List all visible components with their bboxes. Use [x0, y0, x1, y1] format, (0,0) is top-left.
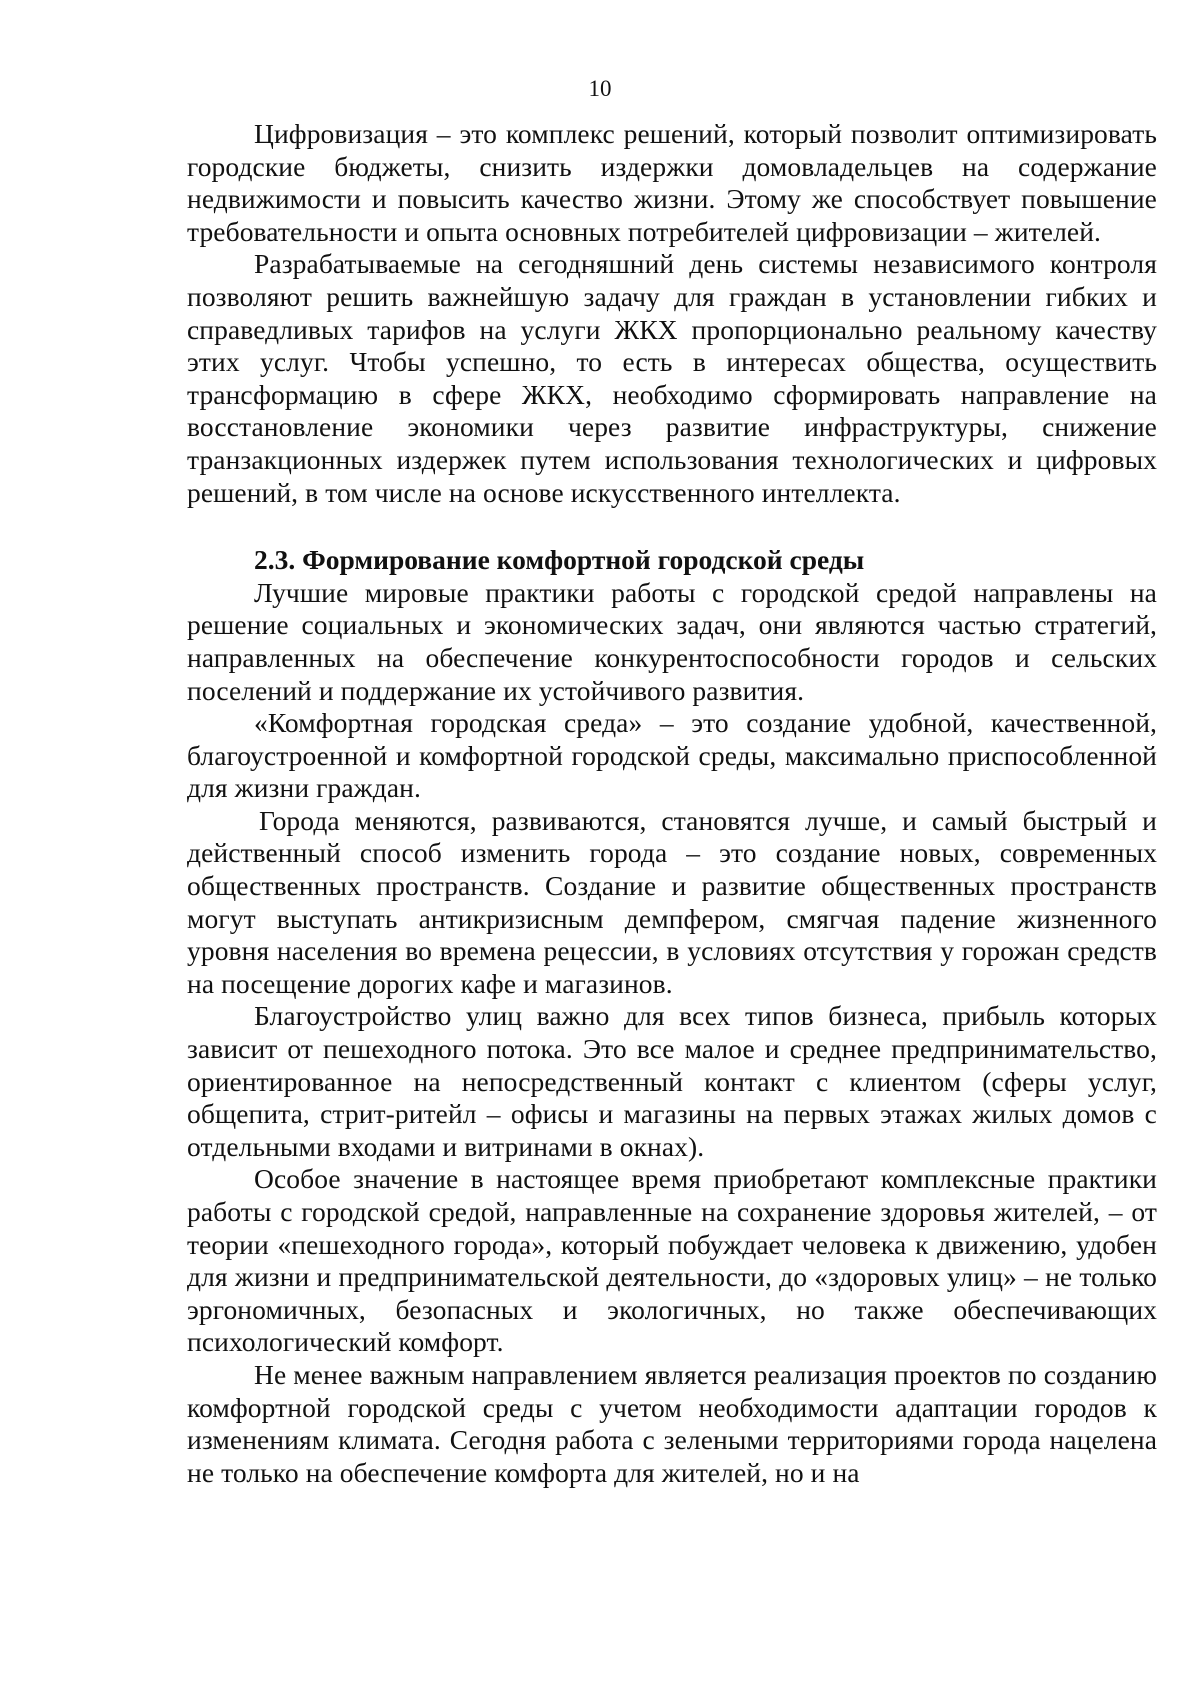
paragraph-comfortable-environment: «Комфортная городская среда» – это создание удобной, качественной, благоустроенной и комфортной городской среды, максимально приспособленной для жизни граждан. — [187, 707, 1157, 804]
paragraph-independent-control: Разрабатываемые на сегодняшний день системы независимого контроля позволяют решить важнейшую задачу для граждан в установлении гибких и справедливых тарифов на услуги ЖКХ пропорционально реальному качеству этих услуг. Чтобы успешно, то есть в интересах общества, осуществить трансформацию в сфере ЖКХ, необходимо сформировать направление на восстановление экономики через развитие инфраструктуры, снижение транзакционных издержек путем использования технологических и цифровых решений, в том числе на основе искусственного интеллекта. — [187, 248, 1157, 508]
paragraph-health-practices: Особое значение в настоящее время приобретают комплексные практики работы с городской средой, направленные на сохранение здоровья жителей, – от теории «пешеходного города», который побуждает человека к движению, удобен для жизни и предпринимательской деятельности, до «здоровых улиц» – не только эргономичных, безопасных и экологичных, но также обеспечивающих психологический комфорт. — [187, 1163, 1157, 1358]
paragraph-street-improvement: Благоустройство улиц важно для всех типов бизнеса, прибыль которых зависит от пешеходного потока. Это все малое и среднее предпринимательство, ориентированное на непосредственный контакт с клиентом (сферы услуг, общепита, стрит-ритейл – офисы и магазины на первых этажах жилых домов с отдельными входами и витринами в окнах). — [187, 1000, 1157, 1162]
paragraph-digitalization: Цифровизация – это комплекс решений, который позволит оптимизировать городские бюджеты, снизить издержки домовладельцев на содержание недвижимости и повысить качество жизни. Этому же способствует повышение требовательности и опыта основных потребителей цифровизации – жителей. — [187, 118, 1157, 247]
paragraph-public-spaces: Города меняются, развиваются, становятся лучше, и самый быстрый и действенный способ изменить города – это создание новых, современных общественных пространств. Создание и развитие общественных пространств могут выступать антикризисным демпфером, смягчая падение жизненного уровня населения во времена рецессии, в условиях отсутствия у горожан средств на посещение дорогих кафе и магазинов. — [187, 804, 1157, 999]
document-body — [187, 118, 1157, 1489]
paragraph-climate-adaptation: Не менее важным направлением является реализация проектов по созданию комфортной городской среды с учетом необходимости адаптации городов к изменениям климата. Сегодня работа с зелеными территориями города нацелена не только на обеспечение комфорта для жителей, но и на — [187, 1358, 1157, 1488]
paragraph-world-practices: Лучшие мировые практики работы с городской средой направлены на решение социальных и экономических задач, они являются частью стратегий, направленных на обеспечение конкурентоспособности городов и сельских поселений и поддержание их устойчивого развития. — [187, 576, 1157, 706]
page-number: 10 — [588, 76, 612, 101]
section-heading: 2.3. Формирование комфортной городской среды — [254, 544, 865, 576]
